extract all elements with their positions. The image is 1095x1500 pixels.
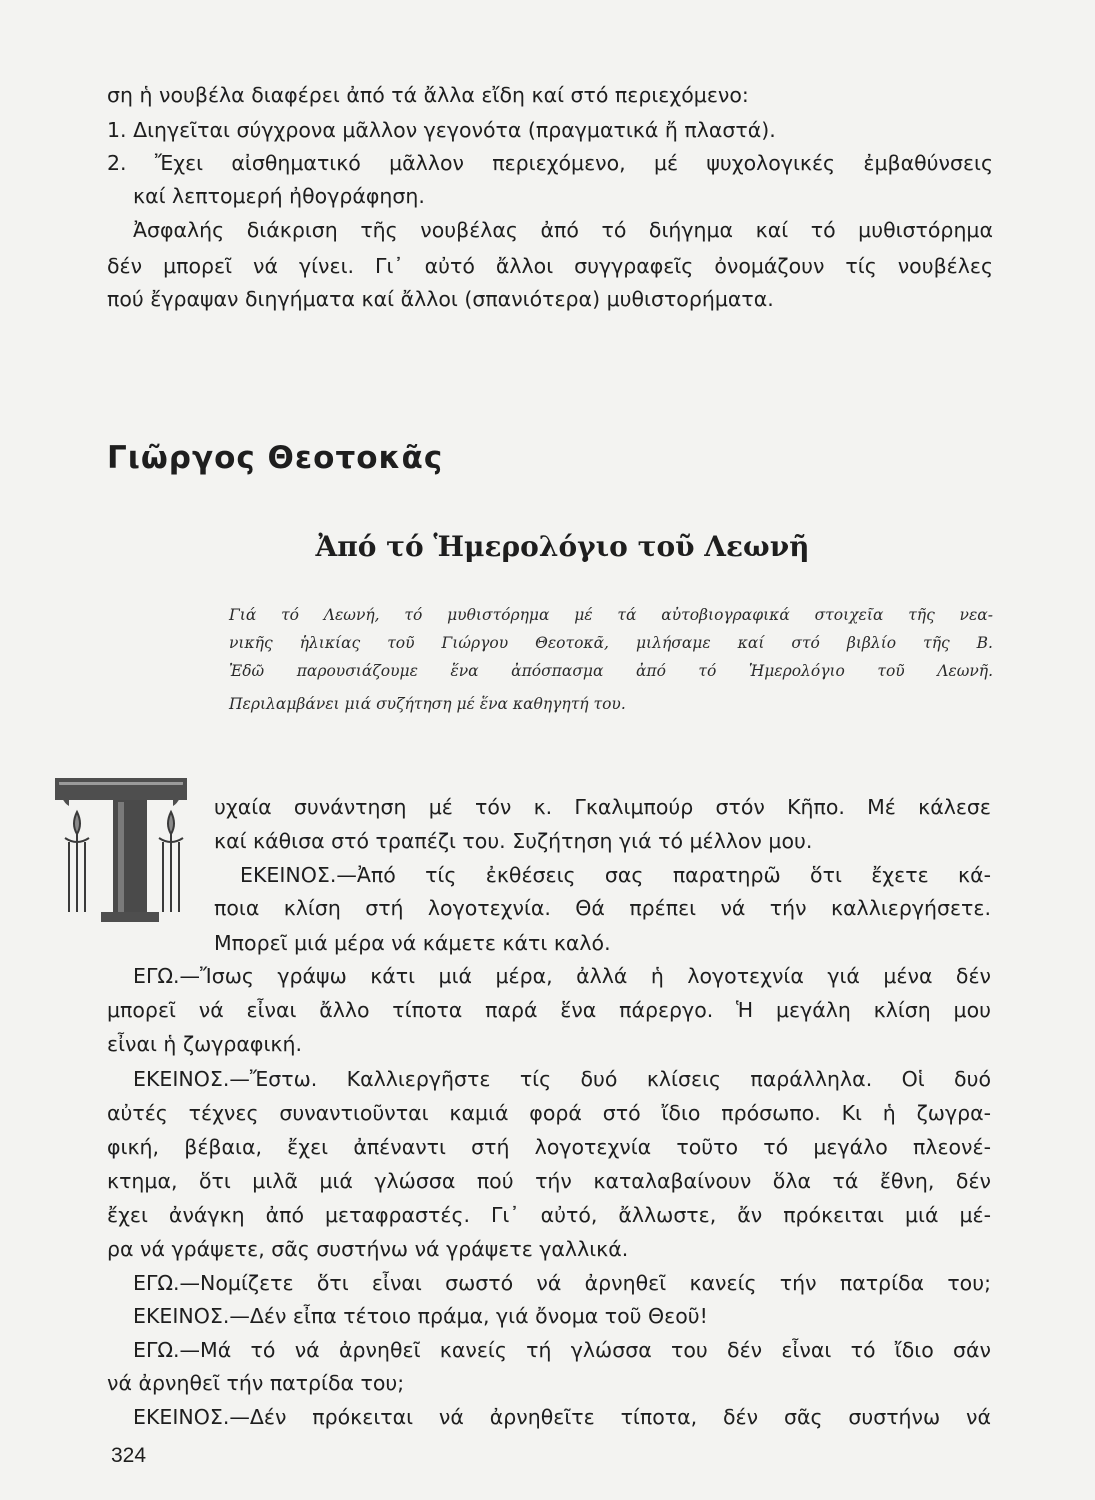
- text-line: ΕΓΩ.—Μά τό νά ἀρνηθεῖ κανείς τή γλώσσα του δέν εἶναι τό ἴδιο σάν: [133, 1338, 991, 1362]
- text-line: ΕΓΩ.—Ἴσως γράψω κάτι μιά μέρα, ἀλλά ἡ λογοτεχνία γιά μένα δέν: [133, 964, 991, 988]
- text-line: κτημα, ὅτι μιλᾶ μιά γλώσσα πού τήν καταλαβαίνουν ὅλα τά ἔθνη, δέν: [107, 1169, 991, 1193]
- text-line: καί κάθισα στό τραπέζι του. Συζήτηση γιά τό μέλλον μου.: [214, 829, 813, 853]
- text-line: ΕΚΕΙΝΟΣ.—Δέν πρόκειται νά ἀρνηθεῖτε τίποτα, δέν σᾶς συστήνω νά: [133, 1405, 991, 1429]
- intro-line: Περιλαμβάνει μιά συζήτηση μέ ἕνα καθηγητή του.: [229, 695, 626, 713]
- text-line: 2. Ἔχει αἰσθηματικό μᾶλλον περιεχόμενο, μέ ψυχολογικές ἐμβαθύνσεις: [107, 151, 993, 175]
- page-number: 324: [111, 1444, 147, 1467]
- text-line: Μπορεῖ μιά μέρα νά κάμετε κάτι καλό.: [214, 931, 611, 955]
- text-line: εἶναι ἡ ζωγραφική.: [107, 1032, 302, 1056]
- chapter-title: Ἀπό τό Ἡμερολόγιο τοῦ Λεωνῆ: [315, 530, 810, 563]
- text-line: ἔχει ἀνάγκη ἀπό μεταφραστές. Γι᾿ αὐτό, ἄλλωστε, ἄν πρόκειται μιά μέ-: [107, 1203, 991, 1227]
- text-line: Ἀσφαλής διάκριση τῆς νουβέλας ἀπό τό διήγημα καί τό μυθιστόρημα: [133, 218, 993, 242]
- drop-cap-graphic: [55, 772, 195, 924]
- text-line: ΕΚΕΙΝΟΣ.—Δέν εἶπα τέτοιο πράμα, γιά ὄνομα τοῦ Θεοῦ!: [133, 1304, 708, 1328]
- intro-line: Γιά τό Λεωνή, τό μυθιστόρημα μέ τά αὐτοβιογραφικά στοιχεῖα τῆς νεα-: [229, 606, 993, 624]
- text-line: φική, βέβαια, ἔχει ἀπέναντι στή λογοτεχνία τοῦτο τό μεγάλο πλεονέ-: [107, 1135, 991, 1159]
- text-line: 1. Διηγεῖται σύγχρονα μᾶλλον γεγονότα (πραγματικά ἤ πλαστά).: [107, 118, 776, 142]
- text-line: ση ἡ νουβέλα διαφέρει ἀπό τά ἄλλα εἴδη καί στό περιεχόμενο:: [107, 83, 749, 107]
- intro-line: νικῆς ἡλικίας τοῦ Γιώργου Θεοτοκᾶ, μιλήσαμε καί στό βιβλίο τῆς Β.: [229, 634, 993, 652]
- text-line: ΕΚΕΙΝΟΣ.—Ἀπό τίς ἐκθέσεις σας παρατηρῶ ὅτι ἔχετε κά-: [240, 863, 991, 887]
- text-line: ΕΓΩ.—Νομίζετε ὅτι εἶναι σωστό νά ἀρνηθεῖ κανείς τήν πατρίδα του;: [133, 1271, 991, 1295]
- text-line: πού ἔγραψαν διηγήματα καί ἄλλοι (σπανιότερα) μυθιστορήματα.: [107, 287, 774, 311]
- text-line: μπορεῖ νά εἶναι ἄλλο τίποτα παρά ἕνα πάρεργο. Ἡ μεγάλη κλίση μου: [107, 998, 991, 1022]
- text-line: ρα νά γράψετε, σᾶς συστήνω νά γράψετε γαλλικά.: [107, 1237, 629, 1261]
- text-line: υχαία συνάντηση μέ τόν κ. Γκαλιμπούρ στόν Κῆπο. Μέ κάλεσε: [214, 795, 991, 819]
- text-line: αὐτές τέχνες συναντιοῦνται καμιά φορά στό ἴδιο πρόσωπο. Κι ἡ ζωγρα-: [107, 1101, 991, 1125]
- text-line: δέν μπορεῖ νά γίνει. Γι᾿ αὐτό ἄλλοι συγγραφεῖς ὀνομάζουν τίς νουβέλες: [107, 254, 993, 278]
- intro-line: Ἐδῶ παρουσιάζουμε ἕνα ἀπόσπασμα ἀπό τό Ἡμερολόγιο τοῦ Λεωνῆ.: [229, 662, 993, 680]
- text-line: ΕΚΕΙΝΟΣ.—Ἔστω. Καλλιεργῆστε τίς δυό κλίσεις παράλληλα. Οἱ δυό: [133, 1067, 991, 1091]
- text-line: ποια κλίση στή λογοτεχνία. Θά πρέπει νά τήν καλλιεργήσετε.: [214, 896, 991, 920]
- text-line: καί λεπτομερή ἠθογράφηση.: [133, 184, 425, 208]
- text-line: νά ἀρνηθεῖ τήν πατρίδα του;: [107, 1371, 405, 1395]
- drop-cap-ornament: [55, 772, 195, 924]
- author-heading: Γιῶργος Θεοτοκᾶς: [107, 440, 444, 476]
